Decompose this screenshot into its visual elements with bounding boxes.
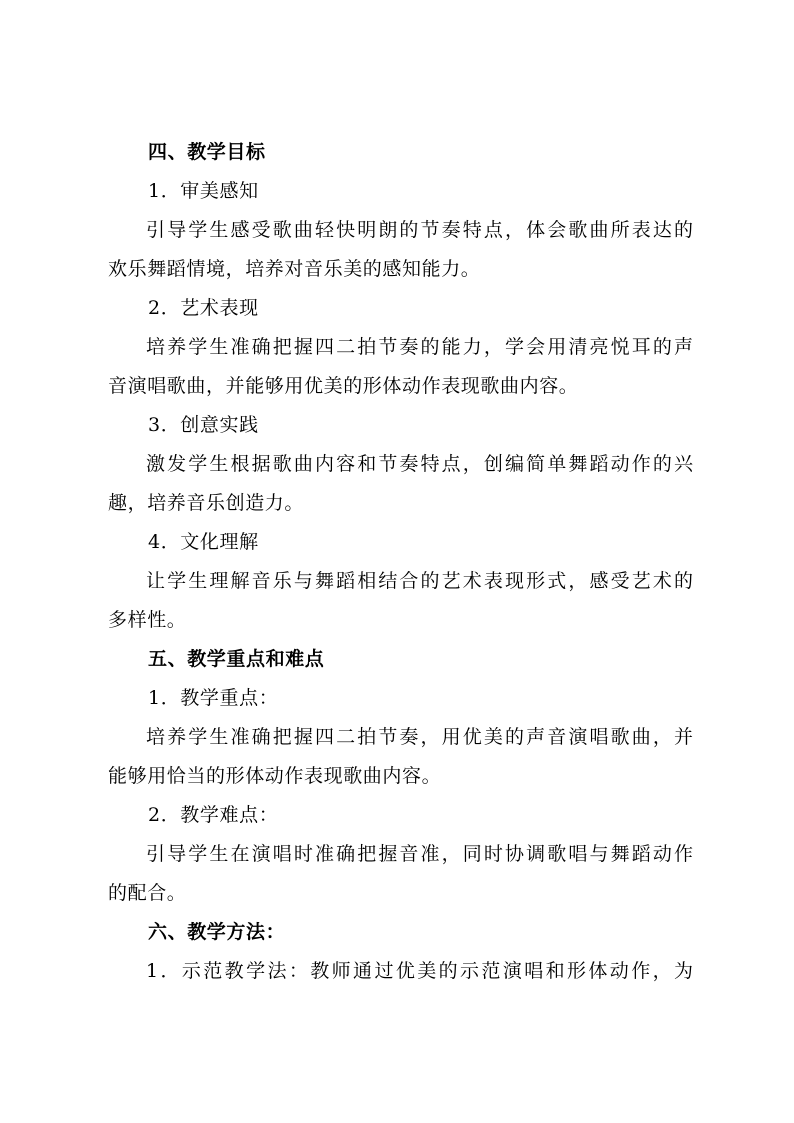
paragraph-line: 激发学生根据歌曲内容和节奏特点，创编简单舞蹈动作的兴 <box>146 453 693 475</box>
paragraph-line: 培养学生准确把握四二拍节奏，用优美的声音演唱歌曲，并 <box>146 726 693 748</box>
section-heading: 四、教学目标 <box>148 141 266 163</box>
section-heading: 六、教学方法： <box>148 921 286 943</box>
paragraph-line: 欢乐舞蹈情境，培养对音乐美的感知能力。 <box>108 258 481 280</box>
paragraph-line: 音演唱歌曲，并能够用优美的形体动作表现歌曲内容。 <box>108 375 579 397</box>
item-title: 2．教学难点： <box>148 804 279 826</box>
paragraph-line: 能够用恰当的形体动作表现歌曲内容。 <box>108 765 442 787</box>
paragraph-line: 1．示范教学法：教师通过优美的示范演唱和形体动作，为 <box>146 960 693 982</box>
paragraph-line: 的配合。 <box>108 882 187 904</box>
item-title: 1．审美感知 <box>148 180 259 202</box>
paragraph-line: 多样性。 <box>108 609 187 631</box>
section-heading: 五、教学重点和难点 <box>148 648 325 670</box>
item-title: 1．教学重点： <box>148 687 279 709</box>
paragraph-line: 趣，培养音乐创造力。 <box>108 492 305 514</box>
paragraph-line: 引导学生感受歌曲轻快明朗的节奏特点，体会歌曲所表达的 <box>146 219 693 241</box>
paragraph-line: 引导学生在演唱时准确把握音准，同时协调歌唱与舞蹈动作 <box>146 843 693 865</box>
item-title: 2．艺术表现 <box>148 297 259 319</box>
paragraph-line: 培养学生准确把握四二拍节奏的能力，学会用清亮悦耳的声 <box>146 336 693 358</box>
item-title: 3．创意实践 <box>148 414 259 436</box>
item-title: 4．文化理解 <box>148 531 259 553</box>
paragraph-line: 让学生理解音乐与舞蹈相结合的艺术表现形式，感受艺术的 <box>146 570 693 592</box>
